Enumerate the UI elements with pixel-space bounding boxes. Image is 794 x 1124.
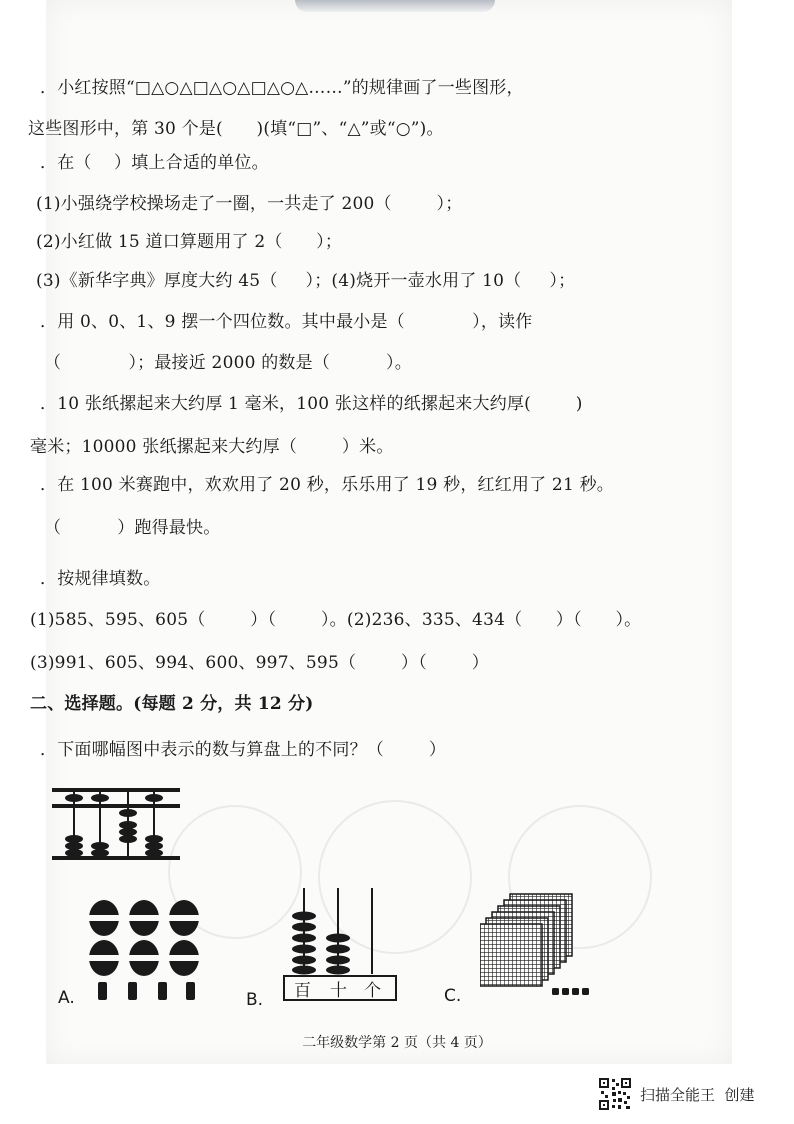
page-footer: 二年级数学第 2 页（共 4 页） <box>302 1035 492 1051</box>
question-units-2: (2)小红做 15 道口算题用了 2（ ）； <box>36 232 343 252</box>
question-pattern-line-2: 这些图形中，第 30 个是( )(填“□”、“△”或“○”)。 <box>28 119 444 139</box>
question-units-3: (3)《新华字典》厚度大约 45（ ）；(4)烧开一壶水用了 10（ ）； <box>36 271 576 291</box>
question-paper-2: 毫米；10000 张纸摞起来大约厚（ ）米。 <box>30 437 394 457</box>
question-race-1: ．在 100 米赛跑中，欢欢用了 20 秒，乐乐用了 19 秒，红红用了 21 秒。 <box>40 475 614 495</box>
scan-top-shadow <box>295 0 495 12</box>
question-sequence-title: ．按规律填数。 <box>40 569 161 589</box>
question-sequence-2: (3)991、605、994、600、997、595（ ）（ ） <box>30 653 489 673</box>
question-pattern-line-1: ．小红按照“□△○△□△○△□△○△……”的规律画了一些图形， <box>40 78 524 98</box>
suanpan-abacus <box>50 784 184 864</box>
scanner-watermark: 扫描全能王 创建 <box>640 1086 755 1104</box>
question-abacus: ．下面哪幅图中表示的数与算盘上的不同？（ ） <box>40 740 447 760</box>
option-c-hundred-blocks <box>480 892 606 1002</box>
option-c-label: C. <box>444 986 462 1006</box>
abacus-label-tens: 十 <box>330 981 348 1001</box>
question-race-2: （ ）跑得最快。 <box>44 518 221 538</box>
section-title-choice: 二、选择题。(每题 2 分，共 12 分) <box>30 694 314 714</box>
question-units-title: ．在（ ）填上合适的单位。 <box>40 153 269 173</box>
option-b-label: B. <box>246 990 264 1010</box>
question-paper-1: ．10 张纸摞起来大约厚 1 毫米，100 张这样的纸摞起来大约厚( ) <box>40 394 583 414</box>
abacus-label-ones: 个 <box>364 981 382 1001</box>
question-digits-2: （ ）；最接近 2000 的数是（ ）。 <box>44 353 412 373</box>
question-digits-1: ．用 0、0、1、9 摆一个四位数。其中最小是（ ），读作 <box>40 312 533 332</box>
question-units-1: (1)小强绕学校操场走了一圈，一共走了 200（ ）； <box>36 194 463 214</box>
abacus-label-hundreds: 百 <box>294 981 312 1001</box>
option-a-stick-bundles <box>88 898 208 1002</box>
qr-code-icon <box>598 1077 632 1111</box>
question-sequence-1: (1)585、595、605（ ）（ ）。(2)236、335、434（ ）（ ）。 <box>30 610 642 630</box>
option-a-label: A. <box>58 988 75 1008</box>
